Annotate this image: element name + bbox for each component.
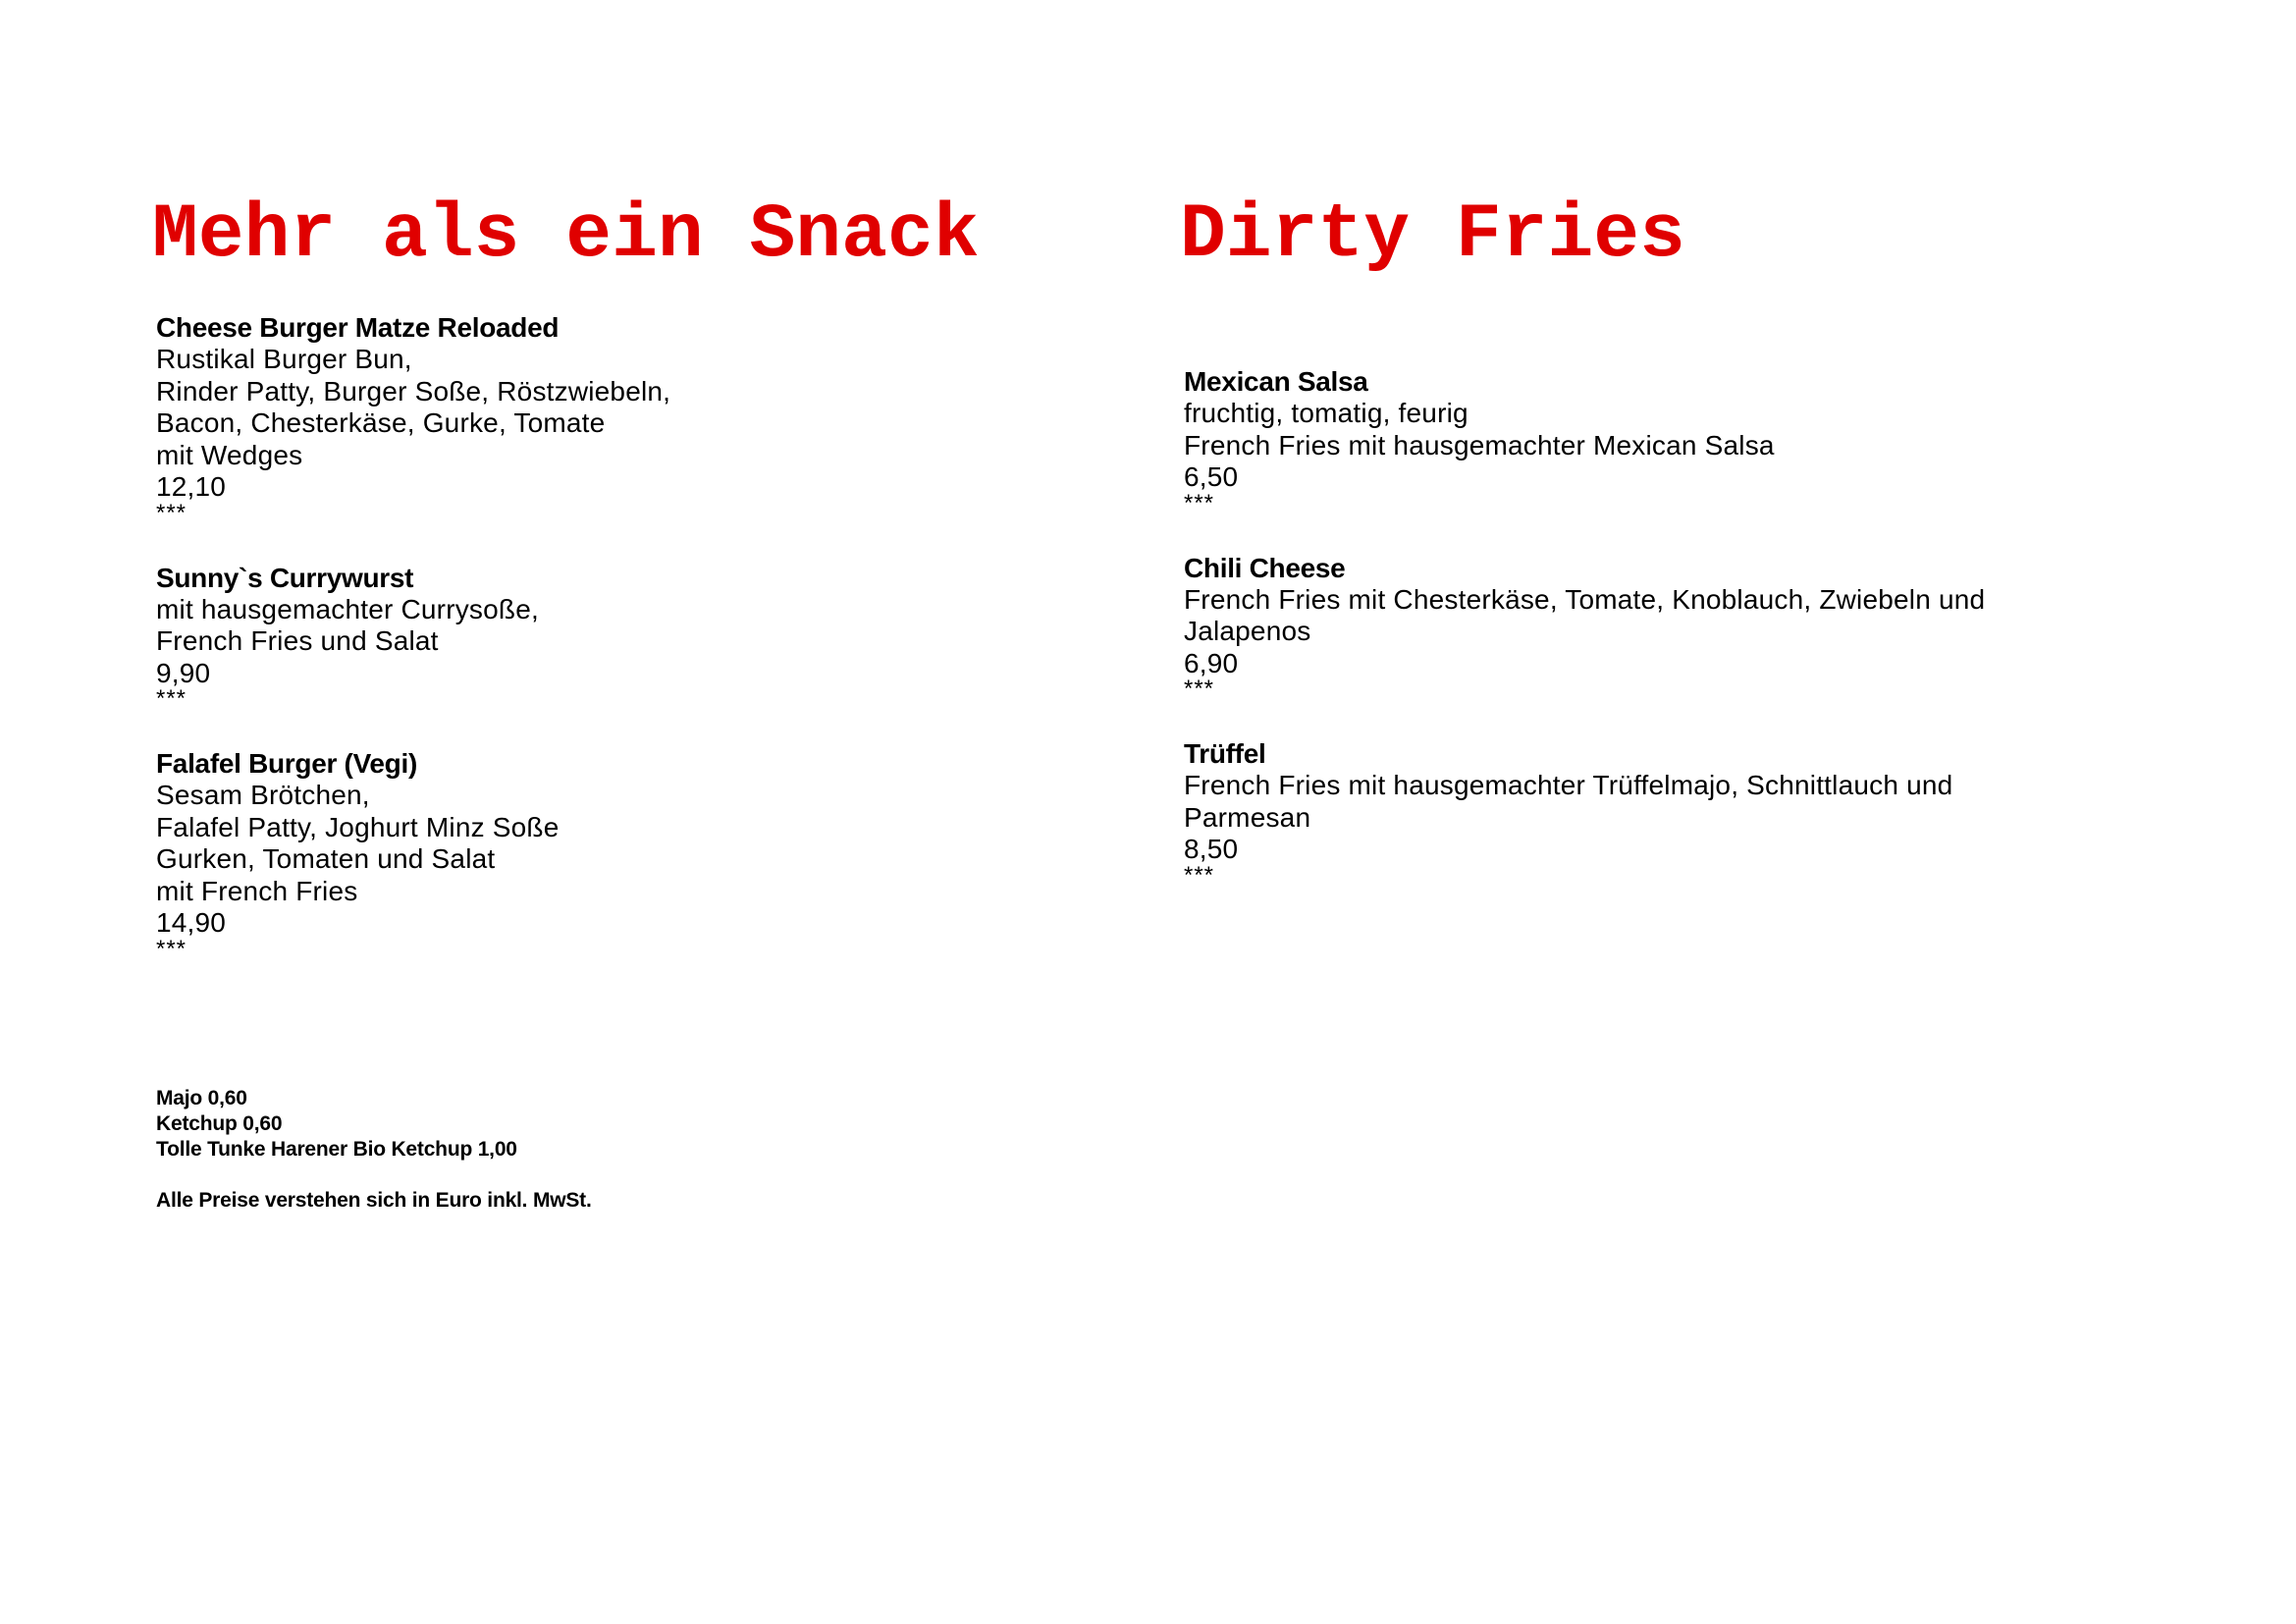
menu-item-price: 9,90: [156, 657, 211, 688]
section-heading-dirty-fries: Dirty Fries: [1180, 192, 1685, 279]
menu-item-separator: ***: [1184, 489, 1215, 516]
menu-item: [1184, 738, 2067, 889]
menu-item-price: 12,10: [156, 471, 227, 502]
menu-item-description: mit Wedges: [156, 439, 303, 470]
menu-item-description: French Fries mit hausgemachter Mexican Salsa: [1184, 429, 1775, 460]
menu-item: [156, 312, 671, 526]
menu-item: [156, 748, 670, 962]
menu-item-description: French Fries und Salat: [156, 625, 439, 656]
menu-item-description: French Fries mit Chesterkäse, Tomate, Knoblauch, Zwiebeln und Jalapenos: [1184, 583, 1986, 646]
extra-item-majo: Majo 0,60: [156, 1087, 247, 1110]
menu-item-name: Chili Cheese: [1184, 552, 1346, 583]
menu-item-description: Rustikal Burger Bun,: [156, 344, 412, 374]
menu-item-list: [156, 312, 670, 999]
menu-item-description: Rinder Patty, Burger Soße, Röstzwiebeln,: [156, 375, 671, 406]
menu-item: [1184, 553, 2067, 700]
menu-item-price: 6,50: [1184, 461, 1239, 492]
menu-item-description: Sesam Brötchen,: [156, 780, 370, 810]
extras-list: [156, 1086, 517, 1163]
menu-item: [156, 563, 670, 710]
menu-item-description: Gurken, Tomaten und Salat: [156, 843, 496, 874]
menu-item-list: [1184, 366, 2067, 925]
menu-item-description: Falafel Patty, Joghurt Minz Soße: [156, 811, 560, 842]
menu-item-separator: ***: [156, 685, 187, 712]
menu-item-description: fruchtig, tomatig, feurig: [1184, 398, 1468, 428]
menu-item-description: mit hausgemachter Currysoße,: [156, 593, 539, 624]
menu-item-separator: ***: [1184, 676, 1215, 702]
menu-item-description: Bacon, Chesterkäse, Gurke, Tomate: [156, 407, 606, 438]
extra-item-ketchup: Ketchup 0,60: [156, 1112, 283, 1135]
menu-item-separator: ***: [1184, 861, 1215, 889]
extra-item-bio-ketchup: Tolle Tunke Harener Bio Ketchup 1,00: [156, 1138, 517, 1161]
menu-item-description: French Fries mit hausgemachter Trüffelmajo, Schnittlauch und Parmesan: [1184, 770, 1953, 833]
menu-item-description: mit French Fries: [156, 875, 358, 906]
menu-item-name: Trüffel: [1184, 738, 1266, 769]
menu-item-separator: ***: [156, 499, 187, 526]
menu-item-price: 8,50: [1184, 834, 1239, 864]
menu-item-name: Sunny`s Currywurst: [156, 562, 414, 593]
section-heading-snacks: Mehr als ein Snack: [152, 192, 980, 279]
menu-item-separator: ***: [156, 935, 187, 962]
menu-item-name: Falafel Burger (Vegi): [156, 748, 417, 779]
menu-item-price: 6,90: [1184, 647, 1239, 678]
menu-item: [1184, 366, 2067, 514]
price-note: Alle Preise verstehen sich in Euro inkl. MwSt.: [156, 1189, 592, 1212]
menu-item-name: Mexican Salsa: [1184, 366, 1368, 397]
menu-item-price: 14,90: [156, 907, 227, 938]
menu-item-name: Cheese Burger Matze Reloaded: [156, 312, 560, 343]
